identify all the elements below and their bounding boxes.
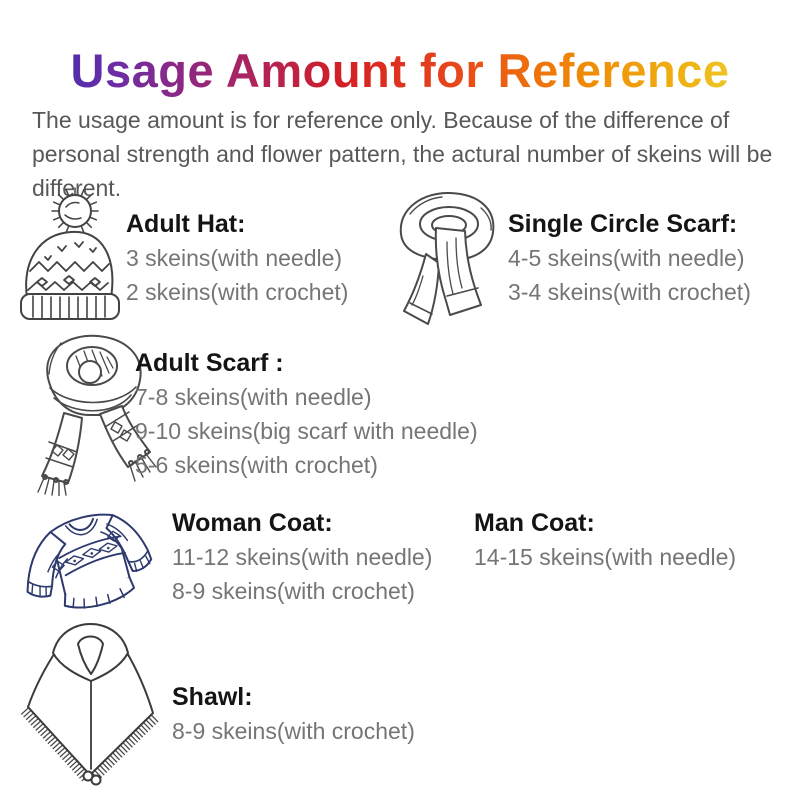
single-circle-scarf-line: 3-4 skeins(with crochet) — [508, 279, 751, 305]
shawl-info — [172, 680, 415, 748]
shawl-illustration — [20, 617, 162, 787]
intro-text: The usage amount is for reference only. Because of the difference of personal strength and flower pattern, the actural number of skeins will be different. — [32, 107, 773, 201]
shawl-line: 8-9 skeins(with crochet) — [172, 718, 415, 744]
adult-hat-heading: Adult Hat: — [126, 210, 246, 238]
sweater-illustration — [12, 497, 164, 619]
adult-scarf-line: 9-10 skeins(big scarf with needle) — [135, 418, 478, 444]
man-coat-heading: Man Coat: — [474, 509, 595, 537]
adult-scarf-heading: Adult Scarf : — [135, 349, 284, 377]
single-circle-scarf-heading: Single Circle Scarf: — [508, 210, 738, 238]
adult-scarf-line: 7-8 skeins(with needle) — [135, 384, 372, 410]
adult-scarf-line: 5-6 skeins(with crochet) — [135, 452, 378, 478]
woman-coat-info — [172, 506, 432, 608]
page-title: Usage Amount for Reference — [0, 43, 800, 99]
man-coat-info — [474, 506, 736, 574]
man-coat-line: 14-15 skeins(with needle) — [474, 544, 737, 570]
adult-hat-line: 3 skeins(with needle) — [126, 245, 343, 271]
circle-scarf-illustration — [390, 184, 505, 330]
woman-coat-line: 11-12 skeins(with needle) — [172, 544, 433, 570]
knit-hat-illustration — [14, 186, 124, 320]
adult-hat-line: 2 skeins(with crochet) — [126, 279, 349, 305]
adult-scarf-info — [135, 346, 478, 482]
adult-hat-info — [126, 207, 348, 309]
single-circle-scarf-info — [508, 207, 751, 309]
shawl-heading: Shawl: — [172, 683, 253, 711]
single-circle-scarf-line: 4-5 skeins(with needle) — [508, 245, 745, 271]
woman-coat-line: 8-9 skeins(with crochet) — [172, 578, 415, 604]
woman-coat-heading: Woman Coat: — [172, 509, 333, 537]
